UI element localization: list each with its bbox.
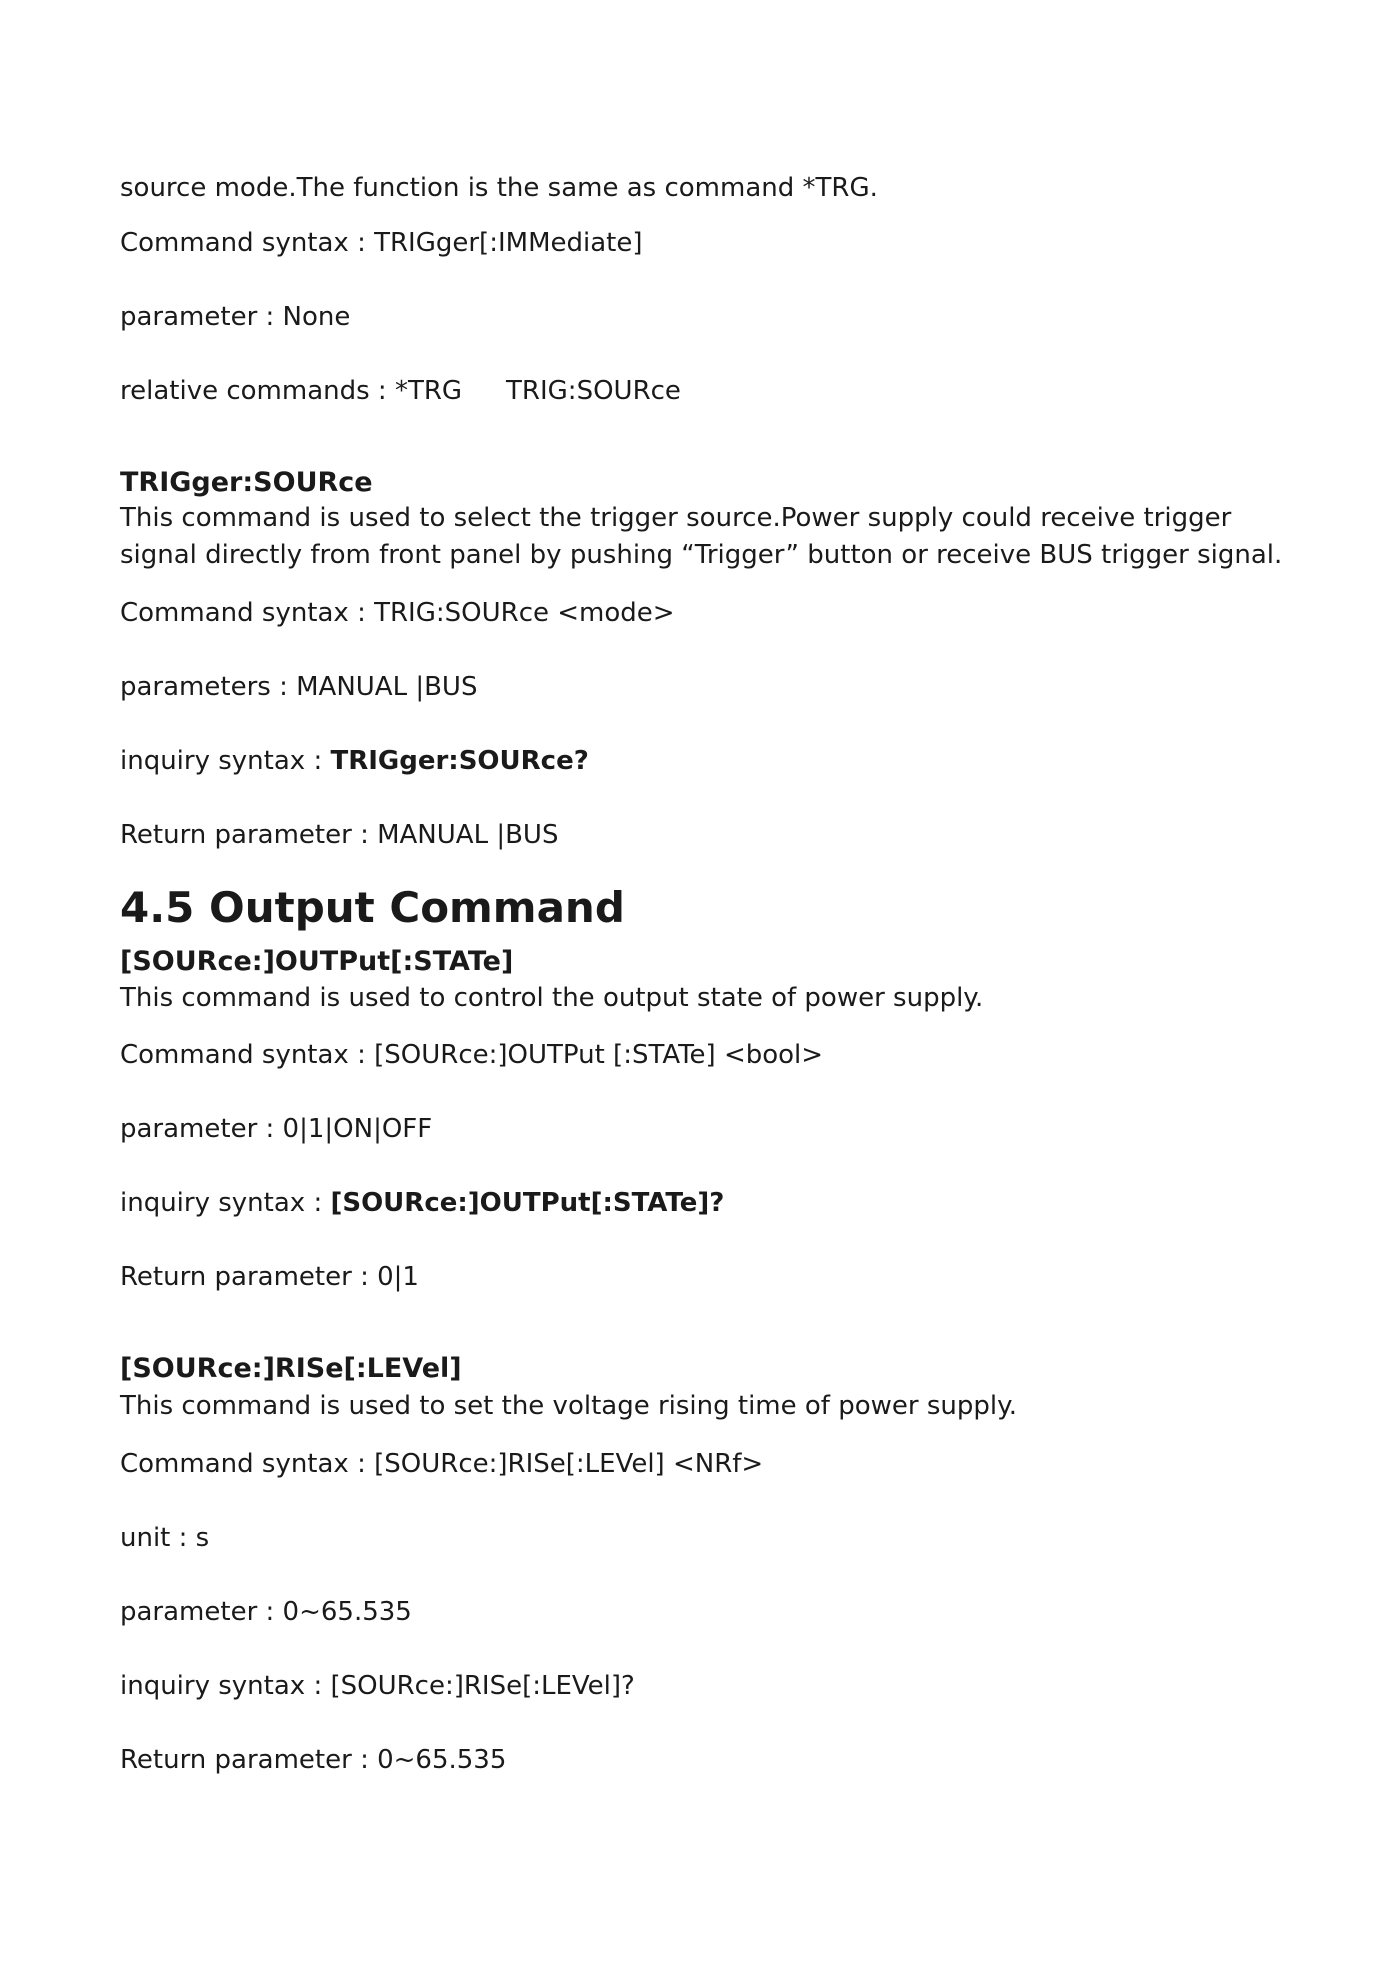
trig-source-parameters: parameters : MANUAL |BUS [120,672,478,702]
relative-commands-second: TRIG:SOURce [506,376,681,406]
intro-text: source mode.The function is the same as command *TRG. [120,173,878,203]
trig-source-return-parameter: Return parameter : MANUAL |BUS [120,820,559,850]
inquiry-label: inquiry syntax : [120,746,331,776]
output-state-return-parameter: Return parameter : 0|1 [120,1262,419,1292]
rise-level-command-syntax: Command syntax : [SOURce:]RISe[:LEVel] <NRf> [120,1449,764,1479]
output-state-command-syntax: Command syntax : [SOURce:]OUTPut [:STATe] <bool> [120,1040,824,1070]
trig-source-heading: TRIGger:SOURce [120,467,373,498]
trig-source-command-syntax: Command syntax : TRIG:SOURce <mode> [120,598,675,628]
rise-level-inquiry-syntax: inquiry syntax : [SOURce:]RISe[:LEVel]? [120,1671,635,1701]
rise-level-heading: [SOURce:]RISe[:LEVel] [120,1353,462,1384]
trig-source-description: This command is used to select the trigger source.Power supply could receive trigger signal directly from front panel by pushing “Trigger” button or receive BUS trigger signal. [120,503,1283,570]
output-state-parameter: parameter : 0|1|ON|OFF [120,1114,433,1144]
rise-level-unit: unit : s [120,1523,210,1553]
output-state-heading: [SOURce:]OUTPut[:STATe] [120,946,514,977]
inquiry-value: TRIGger:SOURce? [330,746,589,776]
trig-source-inquiry-syntax [120,743,589,779]
section-title: 4.5 Output Command [120,883,625,932]
inquiry-label: inquiry syntax : [120,1188,331,1218]
rise-level-description: This command is used to set the voltage rising time of power supply. [120,1391,1018,1421]
intro-parameter: parameter : None [120,302,351,332]
relative-commands-label: relative commands : *TRG [120,376,463,406]
intro-command-syntax: Command syntax : TRIGger[:IMMediate] [120,228,643,258]
intro-relative-commands [120,373,681,409]
output-state-inquiry-syntax [120,1185,724,1221]
output-state-description: This command is used to control the output state of power supply. [120,983,984,1013]
rise-level-return-parameter: Return parameter : 0~65.535 [120,1745,507,1775]
rise-level-parameter: parameter : 0~65.535 [120,1597,412,1627]
inquiry-value: [SOURce:]OUTPut[:STATe]? [330,1188,725,1218]
